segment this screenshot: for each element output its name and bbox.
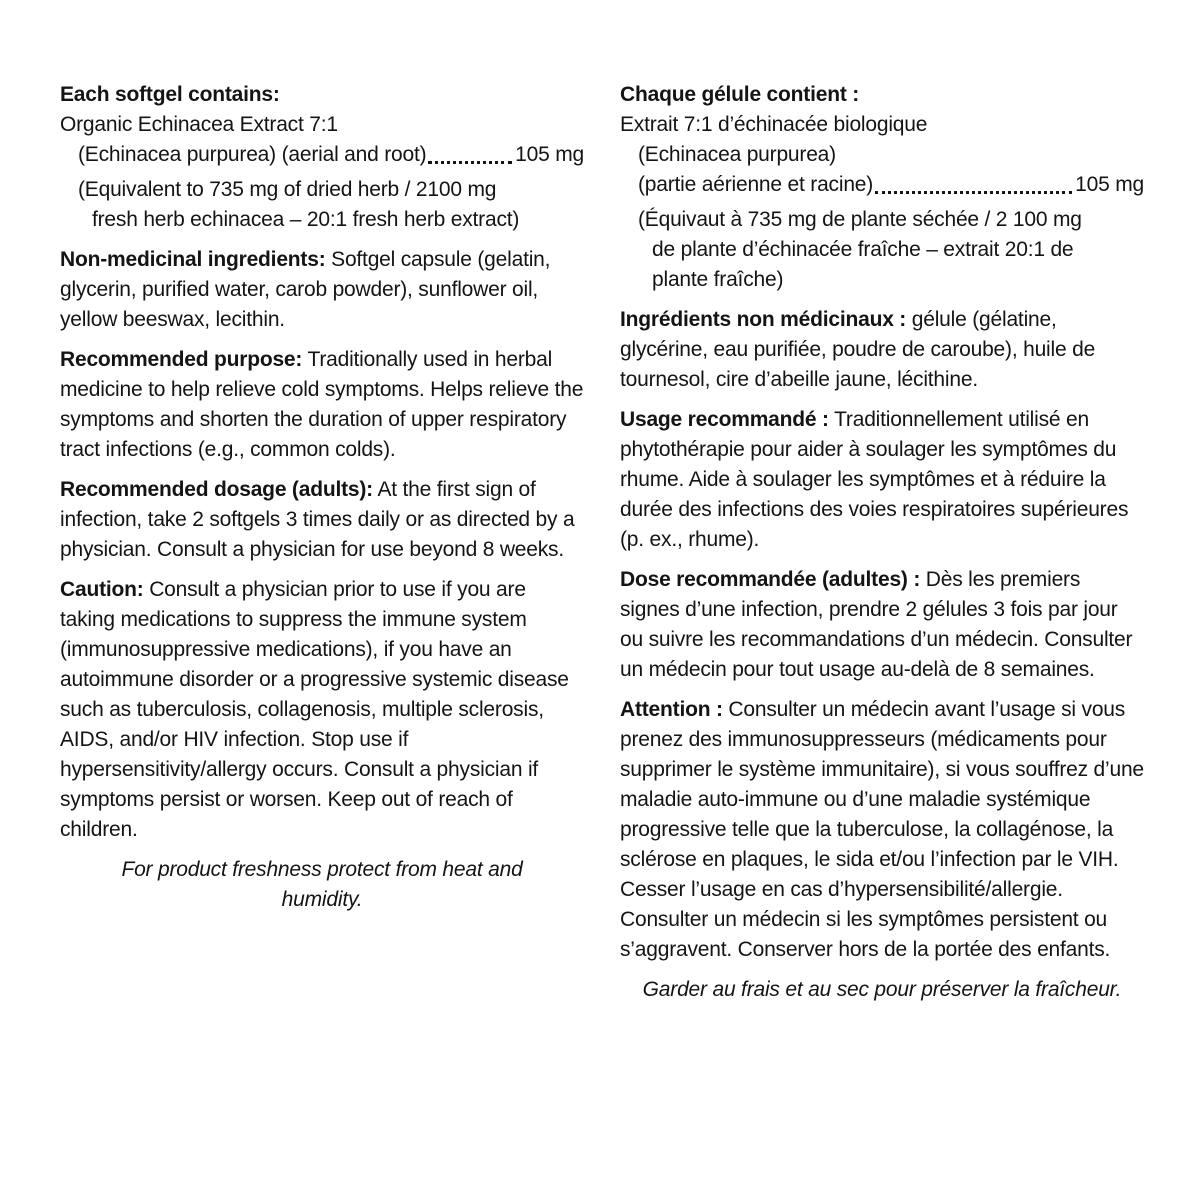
french-column bbox=[620, 80, 1144, 1005]
fr-section-body: Consulter un médecin avant l’usage si vous prenez des immunosuppresseurs (médicaments pour supprimer le système immunitaire), si vous souffrez d’une maladie auto-immune ou d’une maladie systémique progressive telle que la tuberculose, la collagénose, la sclérose en plaques, le sida et/ou l’infection par le VIH. Cesser l’usage en cas d’hypersensibilité/allergie. Consulter un médecin si les symptômes persistent ou s’aggravent. Conserver hors de la portée des enfants. bbox=[620, 698, 1144, 961]
en-ingredient-amount: 105 mg bbox=[515, 143, 584, 166]
en-section-body: Consult a physician prior to use if you are taking medications to suppress the immune system (immunosuppressive medications), if you have an autoimmune disorder or a progressive systemic disease such as tuberculosis, collagenosis, multiple sclerosis, AIDS, and/or HIV infection. Stop use if hypersensitivity/allergy occurs. Consult a physician if symptoms persist or worsen. Keep out of reach of children. bbox=[60, 578, 569, 841]
dot-leader bbox=[875, 191, 1072, 194]
english-column bbox=[60, 80, 584, 915]
en-ingredient-leader-row bbox=[60, 140, 584, 170]
en-ingredient-name: Organic Echinacea Extract 7:1 bbox=[60, 113, 338, 136]
en-section-non-medicinal bbox=[60, 245, 584, 335]
fr-ingredient-latin: (Echinacea purpurea) bbox=[638, 143, 836, 166]
fr-section-attention bbox=[620, 695, 1144, 965]
en-section-recommended-dosage bbox=[60, 475, 584, 565]
fr-equivalent-line-3: plante fraîche) bbox=[652, 268, 784, 291]
fr-ingredient-amount: 105 mg bbox=[1075, 173, 1144, 196]
en-section-title: Recommended dosage (adults): bbox=[60, 478, 373, 501]
en-section-title: Non-medicinal ingredients: bbox=[60, 248, 326, 271]
en-section-body: Softgel capsule (gelatin, glycerin, purified water, carob powder), sunflower oil, yellow beeswax, lecithin. bbox=[60, 248, 551, 331]
en-section-body: Traditionally used in herbal medicine to help relieve cold symptoms. Helps relieve the symptoms and shorten the duration of upper respiratory tract infections (e.g., common colds). bbox=[60, 348, 584, 461]
fr-equivalent-line-2: de plante d’échinacée fraîche – extrait 20:1 de bbox=[652, 238, 1074, 261]
fr-section-title: Ingrédients non médicinaux : bbox=[620, 308, 907, 331]
en-section-body: At the first sign of infection, take 2 softgels 3 times daily or as directed by a physician. Consult a physician for use beyond 8 weeks. bbox=[60, 478, 575, 561]
fr-section-body: Dès les premiers signes d’une infection, prendre 2 gélules 3 fois par jour ou suivre les recommandations d’un médecin. Consulter un médecin pour tout usage au-delà de 8 semaines. bbox=[620, 568, 1133, 681]
en-equivalent-line-1: (Equivalent to 735 mg of dried herb / 2100 mg bbox=[78, 178, 497, 201]
fr-section-non-medicinal bbox=[620, 305, 1144, 395]
fr-section-body: Traditionnellement utilisé en phytothérapie pour aider à soulager les symptômes du rhume. Aide à soulager les symptômes et à réduire la durée des infections des voies respiratoires supérieures (p. ex., rhume). bbox=[620, 408, 1129, 551]
en-ingredient-source: (Echinacea purpurea) (aerial and root) bbox=[78, 143, 427, 166]
en-equivalent-line-2: fresh herb echinacea – 20:1 fresh herb extract) bbox=[92, 208, 520, 231]
fr-section-body: gélule (gélatine, glycérine, eau purifiée, poudre de caroube), huile de tournesol, cire d’abeille jaune, lécithine. bbox=[620, 308, 1096, 391]
en-freshness-note: For product freshness protect from heat and humidity. bbox=[121, 858, 523, 911]
dot-leader bbox=[428, 161, 512, 164]
fr-equivalent-line-1: (Équivaut à 735 mg de plante séchée / 2 100 mg bbox=[638, 208, 1082, 231]
fr-section-title: Dose recommandée (adultes) : bbox=[620, 568, 921, 591]
fr-section-dose bbox=[620, 565, 1144, 685]
fr-ingredient-leader-row bbox=[620, 170, 1144, 200]
en-section-title: Recommended purpose: bbox=[60, 348, 303, 371]
en-section-title: Caution: bbox=[60, 578, 144, 601]
fr-ingredient-name: Extrait 7:1 d’échinacée biologique bbox=[620, 113, 928, 136]
fr-ingredient-source: (partie aérienne et racine) bbox=[638, 173, 874, 196]
en-section-caution bbox=[60, 575, 584, 845]
fr-heading: Chaque gélule contient : bbox=[620, 83, 860, 106]
en-heading: Each softgel contains: bbox=[60, 83, 280, 106]
fr-section-title: Attention : bbox=[620, 698, 723, 721]
fr-section-title: Usage recommandé : bbox=[620, 408, 829, 431]
en-section-recommended-purpose bbox=[60, 345, 584, 465]
fr-freshness-note: Garder au frais et au sec pour préserver la fraîcheur. bbox=[642, 978, 1122, 1001]
fr-section-usage bbox=[620, 405, 1144, 555]
